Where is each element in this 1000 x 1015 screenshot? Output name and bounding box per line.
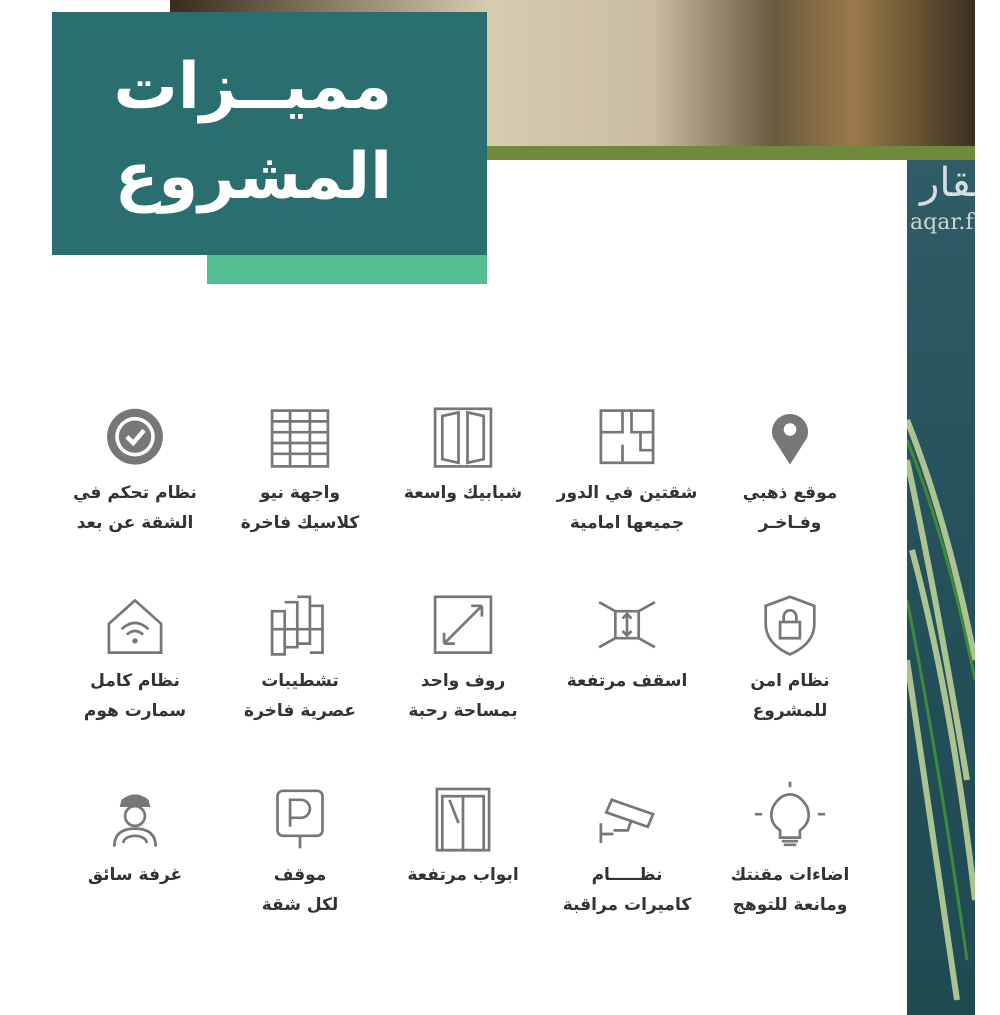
driver-icon bbox=[99, 780, 171, 852]
feature-label-line1: واجهة نيو bbox=[259, 483, 341, 503]
feature-label-line2: جميعها امامية bbox=[569, 513, 685, 533]
feature-label-line1: اسقف مرتفعة bbox=[566, 671, 688, 691]
parking-icon bbox=[264, 780, 336, 852]
feature-label-line2: الشقة عن بعد bbox=[76, 513, 194, 533]
feature-label-line2: للمشروع bbox=[752, 701, 828, 721]
title-box bbox=[52, 12, 487, 255]
building-facade-icon bbox=[264, 398, 336, 470]
feature-item bbox=[542, 780, 712, 920]
security-lock-icon bbox=[754, 586, 826, 658]
feature-item bbox=[542, 398, 712, 538]
feature-item bbox=[705, 780, 875, 920]
feature-label-line1: نظام امن bbox=[750, 671, 830, 691]
feature-label-line2: سمارت هوم bbox=[83, 701, 187, 721]
feature-label-line1: روف واحد bbox=[420, 671, 506, 691]
security-camera-icon bbox=[591, 780, 663, 852]
feature-item bbox=[50, 586, 220, 726]
feature-label-line2: عصرية فاخرة bbox=[244, 701, 356, 721]
accent-bar bbox=[207, 255, 487, 284]
tall-door-icon bbox=[427, 780, 499, 852]
feature-item bbox=[215, 780, 385, 920]
feature-label-line1: موقع ذهبي bbox=[742, 483, 838, 503]
feature-item bbox=[378, 586, 548, 726]
feature-label-line1: نظام كامل bbox=[90, 671, 180, 691]
watermark-site: aqar.fm bbox=[910, 210, 995, 235]
page-title-line1: مميــزات bbox=[113, 50, 392, 124]
feature-item bbox=[378, 398, 548, 508]
location-pin-icon bbox=[754, 398, 826, 470]
feature-label-line1: تشطيبات bbox=[261, 671, 339, 691]
feature-label-line2: كاميرات مراقبة bbox=[562, 895, 692, 915]
window-icon bbox=[427, 398, 499, 470]
feature-item bbox=[215, 398, 385, 538]
feature-item bbox=[50, 780, 220, 890]
watermark-logo: عقار bbox=[920, 160, 996, 206]
feature-item bbox=[378, 780, 548, 890]
feature-label-line1: ابواب مرتفعة bbox=[407, 865, 519, 885]
feature-label-line2: ومانعة للتوهج bbox=[732, 895, 848, 915]
feature-item bbox=[215, 586, 385, 726]
feature-item bbox=[542, 586, 712, 696]
check-badge-icon bbox=[99, 398, 171, 470]
feature-label-line1: غرفة سائق bbox=[87, 865, 183, 885]
high-ceiling-icon bbox=[591, 586, 663, 658]
page-title-line2: المشروع bbox=[114, 140, 392, 214]
feature-label-line2: لكل شقة bbox=[261, 895, 339, 915]
feature-item bbox=[705, 398, 875, 538]
roof-area-icon bbox=[427, 586, 499, 658]
feature-label-line2: كلاسيك فاخرة bbox=[240, 513, 360, 533]
feature-label-line2: بمساحة رحبة bbox=[408, 701, 518, 721]
floor-plan-icon bbox=[591, 398, 663, 470]
feature-item bbox=[50, 398, 220, 538]
feature-label-line1: نظـــــام bbox=[591, 865, 663, 885]
feature-label-line1: شقتين في الدور bbox=[556, 483, 698, 503]
feature-label-line1: موقف bbox=[273, 865, 327, 885]
smart-home-wifi-icon bbox=[99, 586, 171, 658]
feature-label-line1: نظام تحكم في bbox=[73, 483, 197, 503]
light-bulb-icon bbox=[754, 780, 826, 852]
feature-item bbox=[705, 586, 875, 726]
decorative-plant-strip bbox=[907, 160, 975, 1015]
feature-label-line1: شبابيك واسعة bbox=[403, 483, 523, 503]
feature-label-line1: اضاءات مقنتك bbox=[730, 865, 850, 885]
feature-label-line2: وفـاخـر bbox=[758, 513, 822, 533]
finishing-tiles-icon bbox=[264, 586, 336, 658]
